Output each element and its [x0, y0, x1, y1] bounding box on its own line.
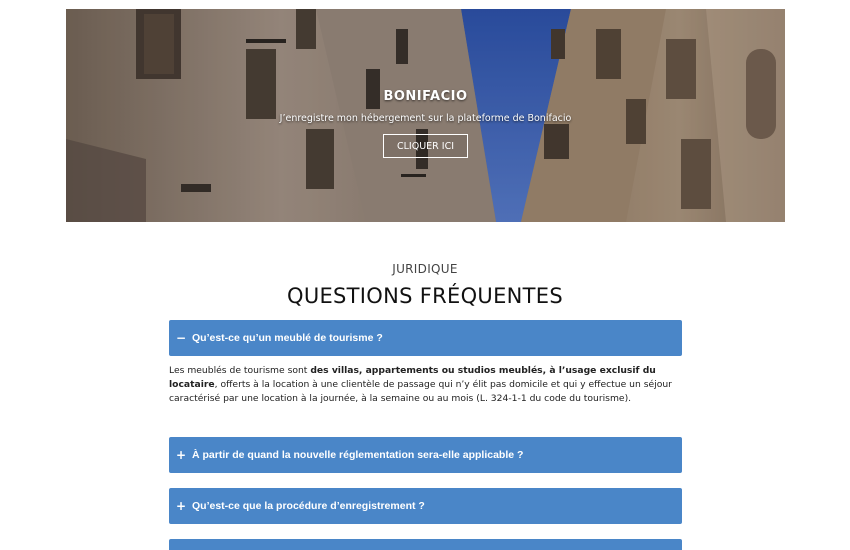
hero-content: [66, 9, 785, 222]
faq-item-next[interactable]: [169, 539, 682, 550]
expand-icon: +: [175, 499, 187, 513]
faq-question: Qu’est-ce qu’un meublé de tourisme ?: [192, 332, 383, 344]
faq-item-reglementation[interactable]: [169, 437, 682, 473]
hero-title: BONIFACIO: [383, 89, 468, 104]
faq-item-procedure[interactable]: [169, 488, 682, 524]
page-title: QUESTIONS FRÉQUENTES: [286, 284, 563, 308]
expand-icon: +: [175, 448, 187, 462]
faq-question: À partir de quand la nouvelle réglementation sera-elle applicable ?: [192, 449, 524, 461]
faq-item-meuble-tourisme[interactable]: [169, 320, 682, 356]
faq-answer-text: Les meublés de tourisme sont: [169, 365, 311, 376]
hero-banner: [66, 9, 785, 222]
faq-question: Qu’est-ce que la procédure d’enregistrement ?: [192, 500, 425, 512]
collapse-icon: −: [175, 331, 187, 345]
faq-answer-text-end: , offerts à la location à une clientèle de passage qui n’y élit pas domicile et qui y effectue un séjour caractérisé par une location à la journée, à la semaine ou au mois (L. 324-1-1 du code du tourisme).: [169, 379, 672, 405]
hero-subtitle: J’enregistre mon hébergement sur la plateforme de Bonifacio: [279, 113, 572, 124]
hero-cta-button[interactable]: CLIQUER ICI: [383, 134, 468, 158]
section-eyebrow: JURIDIQUE: [392, 262, 458, 276]
faq-answer-bold: des villas, appartements ou studios meublés, à l’usage exclusif du locataire: [169, 365, 656, 391]
faq-answer: [169, 364, 685, 407]
